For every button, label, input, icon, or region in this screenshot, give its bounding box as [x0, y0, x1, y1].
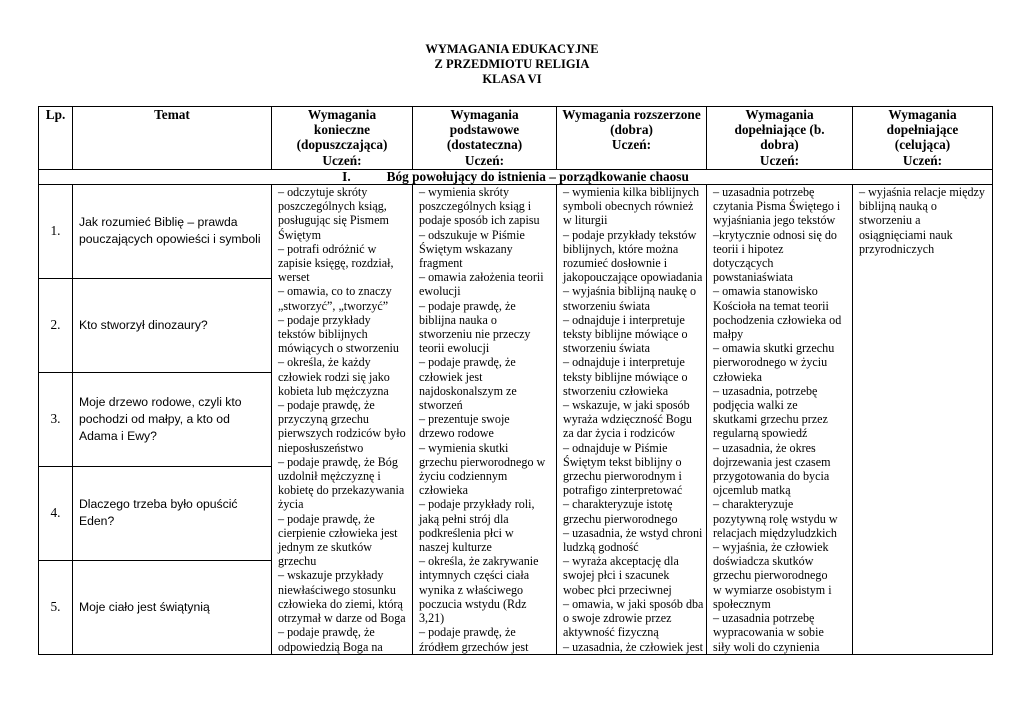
requirement-line: – wyraża akceptację dla — [563, 554, 679, 569]
requirement-line: odpowiedzią Boga na — [278, 639, 383, 654]
header-text: (dopuszczająca) — [296, 137, 388, 153]
requirement-line: potrafigo zinterpretować — [563, 483, 683, 498]
requirement-line: poszczególnych ksiąg, — [278, 199, 387, 214]
header-podstawowe — [413, 107, 557, 170]
requirement-line: pierwszych rodziców było — [278, 426, 406, 441]
requirement-line: poszczególnych ksiąg i — [419, 199, 532, 214]
requirement-line: – odczytuje skróty — [278, 185, 368, 199]
requirement-line: werset — [278, 270, 310, 285]
requirement-line: – podaje prawdę, że — [278, 511, 375, 526]
requirement-line: ojcemlub matką — [713, 483, 791, 498]
requirement-line: w liturgii — [563, 213, 608, 228]
requirement-line: – omawia, co to znaczy — [278, 284, 392, 299]
requirement-line: symboli obecnych również — [563, 199, 694, 214]
requirement-line: – odszukuje w Piśmie — [419, 227, 525, 242]
requirement-line: – omawia skutki grzechu — [713, 341, 835, 356]
cell-konieczne — [272, 185, 413, 655]
requirement-line: – podaje prawdę, że — [278, 398, 375, 413]
requirements-table — [38, 106, 993, 655]
title-line-2: Z PRZEDMIOTU RELIGIA — [434, 57, 590, 71]
requirement-line: – podaje przykłady roli, — [419, 497, 535, 512]
requirement-line: swojej płci i szacunek — [563, 568, 670, 583]
requirement-line: dojrzewania jest czasem — [713, 454, 831, 469]
header-rozszerzone — [557, 107, 707, 170]
requirement-line: naszej kulturze — [419, 540, 492, 555]
requirement-line: małpy — [713, 327, 744, 342]
header-text: Uczeń: — [322, 152, 362, 168]
requirement-line: pozytywną rolę wstydu w — [713, 511, 838, 526]
title-line-3: KLASA VI — [482, 72, 542, 86]
section-heading — [39, 170, 993, 185]
header-text: (dobra) — [610, 122, 653, 138]
cell-dopelniajace — [853, 185, 993, 655]
row-number: 5. — [39, 560, 73, 654]
requirement-line: regularną spowiedź — [713, 426, 808, 441]
header-text: Wymagania — [888, 107, 957, 122]
requirement-line: – wskazuje, w jaki sposób — [563, 398, 690, 413]
header-konieczne — [272, 107, 413, 170]
requirement-line: siły woli do czynienia — [713, 639, 820, 654]
row-topic: Kto stworzył dinozaury? — [73, 278, 272, 372]
requirement-line: – uzasadnia, że człowiek jest — [563, 639, 704, 654]
requirement-line: najdoskonalszym ze — [419, 383, 517, 398]
requirement-line: – odnajduje i interpretuje — [563, 312, 685, 327]
requirement-line: – podaje prawdę, że Bóg — [278, 454, 398, 469]
requirement-line: tekstów biblijnych — [278, 327, 368, 342]
header-text: Wymagania — [307, 107, 377, 122]
requirement-line: – omawia, w jaki sposób dba — [563, 596, 704, 611]
requirement-line: społecznym — [713, 596, 771, 611]
section-number: I. — [342, 169, 351, 184]
requirement-line: powstaniaświata — [713, 270, 793, 285]
cell-rozszerzone — [557, 185, 707, 655]
header-text: (celująca) — [894, 137, 951, 153]
requirement-line: przygotowania do bycia — [713, 469, 830, 484]
requirement-line: Świętym wskazany — [419, 241, 513, 256]
requirement-line: wyjaśniania jego tekstów — [713, 213, 836, 228]
requirement-line: – charakteryzuje — [713, 497, 794, 512]
requirement-line: życiu codziennym — [419, 469, 508, 484]
requirement-line: przyrodniczych — [859, 241, 935, 256]
requirement-line: – potrafi odróżnić w — [278, 241, 377, 256]
requirement-line: uzdolnił mężczyznę i — [278, 469, 381, 484]
requirement-line: „stworzyć”, „tworzyć” — [278, 298, 389, 313]
header-text: Uczeń: — [611, 137, 652, 153]
requirement-line: – wyjaśnia, że człowiek — [713, 540, 829, 555]
header-temat: Temat — [73, 107, 272, 170]
requirement-line: za dar życia i rodziców — [563, 426, 676, 441]
requirement-line: – podaje prawdę, że — [419, 625, 516, 640]
requirement-line: – prezentuje swoje — [419, 412, 510, 427]
requirement-line: osiągnięciami nauk — [859, 227, 953, 242]
row-topic: Jak rozumieć Biblię – prawda pouczających opowieści i symboli — [73, 185, 272, 279]
requirement-line: źródłem grzechów jest — [419, 639, 529, 654]
requirement-line: pochodzenia człowieka od — [713, 312, 842, 327]
requirement-line: człowieka do ziemi, którą — [278, 596, 403, 611]
requirement-line: kobieta lub mężczyzna — [278, 383, 389, 398]
header-text: dopełniające (b. — [734, 122, 825, 138]
requirement-line: drzewo rodowe — [419, 426, 494, 441]
requirement-line: intymnych części ciała — [419, 568, 530, 583]
requirement-line: człowieka — [713, 369, 763, 384]
requirement-line: relacjach międzyludzkich — [713, 525, 837, 540]
requirement-line: grzechu pierworodnego — [713, 568, 828, 583]
requirement-line: niewłaściwego stosunku — [278, 582, 396, 597]
requirement-line: stworzeniu człowieka — [563, 383, 669, 398]
requirement-line: – uzasadnia, potrzebę — [713, 383, 818, 398]
requirement-line: o swoje zdrowie przez — [563, 611, 672, 626]
requirement-line: cierpienie człowieka jest — [278, 525, 398, 540]
section-row — [39, 170, 993, 185]
requirement-line: – podaje przykłady — [278, 312, 371, 327]
requirement-line: zapisie księgę, rozdział, — [278, 256, 394, 271]
requirement-line: – odnajduje i interpretuje — [563, 355, 685, 370]
requirement-line: – wyjaśnia relacje między — [859, 185, 985, 199]
requirement-line: jakopouczające opowiadania — [563, 270, 703, 285]
header-text: konieczne — [313, 122, 371, 138]
header-row — [39, 107, 993, 170]
title-line-1: WYMAGANIA EDUKACYJNE — [425, 42, 599, 56]
requirement-line: biblijna nauka o — [419, 312, 497, 327]
requirement-line: biblijną nauką o — [859, 199, 937, 214]
requirement-line: teorii ewolucji — [419, 341, 490, 356]
row-topic: Moje drzewo rodowe, czyli kto pochodzi od małpy, a kto od Adama i Ewy? — [73, 372, 272, 466]
requirement-line: podjęcia walki ze — [713, 398, 798, 413]
requirement-line: 3,21) — [419, 611, 445, 626]
requirement-line: kobietę do przekazywania — [278, 483, 405, 498]
requirement-line: – podaje prawdę, że — [278, 625, 375, 640]
requirement-line: mówiących o stworzeniu — [278, 341, 399, 356]
requirement-line: – wymienia kilka biblijnych — [563, 185, 700, 199]
requirement-line: Kościoła na temat teorii — [713, 298, 829, 313]
requirement-line: – charakteryzuje istotę — [563, 497, 673, 512]
header-text: podstawowe — [449, 122, 520, 138]
requirement-line: człowiek rodzi się jako — [278, 369, 390, 384]
requirement-line: podkreślenia płci w — [419, 525, 514, 540]
requirement-line: wynika z właściwego — [419, 582, 524, 597]
requirement-line: w wymiarze osobistym i — [713, 582, 832, 597]
row-number: 1. — [39, 185, 73, 279]
requirement-line: – uzasadnia potrzebę — [713, 185, 815, 199]
requirement-line: stworzeniu a — [859, 213, 921, 228]
requirement-line: teksty biblijne mówiące o — [563, 327, 688, 342]
table-row — [39, 185, 993, 279]
requirement-line: – wyjaśnia biblijną naukę o — [563, 284, 697, 299]
requirement-line: – podaje przykłady tekstów — [563, 227, 697, 242]
requirement-line: – uzasadnia, że okres — [713, 440, 816, 455]
requirement-line: otrzymał w darze od Boga — [278, 611, 406, 626]
requirement-line: człowiek jest — [419, 369, 483, 384]
requirement-line: stworzeniu nie przeczy — [419, 327, 531, 342]
requirement-line: teksty biblijne mówiące o — [563, 369, 688, 384]
section-title: Bóg powołujący do istnienia – porządkowanie chaosu — [386, 169, 689, 184]
requirement-line: ludzką godność — [563, 540, 639, 555]
requirement-line: przyczyną grzechu — [278, 412, 369, 427]
requirement-line: wobec płci przeciwnej — [563, 582, 672, 597]
header-text: Wymagania — [745, 107, 814, 122]
requirement-line: – wymienia skróty — [419, 185, 510, 199]
requirement-line: wypracowania w sobie — [713, 625, 824, 640]
document-title — [0, 42, 1024, 87]
requirement-line: –krytycznie odnosi się do — [713, 227, 837, 242]
cell-podstawowe — [413, 185, 557, 655]
requirement-line: Świętym tekst biblijny o — [563, 454, 682, 469]
requirement-line: – podaje prawdę, że — [419, 355, 516, 370]
requirement-line: – wskazuje przykłady — [278, 568, 384, 583]
requirement-line: – określa, że każdy — [278, 355, 371, 370]
requirement-line: grzechu pierworodnym i — [563, 469, 682, 484]
header-text: (dostateczna) — [446, 137, 523, 153]
requirement-line: czytania Pisma Świętego i — [713, 199, 841, 214]
requirement-line: – uzasadnia potrzebę — [713, 611, 815, 626]
header-lp: Lp. — [39, 107, 73, 170]
requirement-line: jaką pełni strój dla — [419, 511, 509, 526]
requirement-line: stworzeniu świata — [563, 298, 650, 313]
header-text: Wymagania rozszerzone — [562, 107, 701, 122]
row-topic: Moje ciało jest świątynią — [73, 560, 272, 654]
requirement-line: nieposłuszeństwo — [278, 440, 364, 455]
requirement-line: doświadcza skutków — [713, 554, 814, 569]
header-text: dopełniające — [886, 122, 959, 138]
requirement-line: życia — [278, 497, 304, 512]
requirement-line: wyraża wdzięczność Bogu — [563, 412, 692, 427]
requirement-line: pierworodnego w życiu — [713, 355, 828, 370]
requirement-line: podaje sposób ich zapisu — [419, 213, 540, 228]
header-text: Uczeń: — [902, 152, 943, 168]
cell-dopelniajace-b — [707, 185, 853, 655]
requirement-line: – omawia założenia teorii — [419, 270, 544, 285]
requirement-line: skutkami grzechu przez — [713, 412, 828, 427]
requirement-line: – omawia stanowisko — [713, 284, 818, 299]
header-text: dobra) — [760, 137, 799, 153]
requirement-line: – podaje prawdę, że — [419, 298, 516, 313]
requirement-line: – uzasadnia, że wstyd chroni — [563, 525, 703, 540]
requirement-line: poczucia wstydu (Rdz — [419, 596, 527, 611]
requirement-line: grzechu — [278, 554, 317, 569]
header-text: Uczeń: — [759, 152, 800, 168]
header-text: Wymagania — [450, 107, 519, 122]
requirement-line: stworzeniu świata — [563, 341, 650, 356]
requirement-line: grzechu pierworodnego w — [419, 454, 546, 469]
requirement-line: – wymienia skutki — [419, 440, 509, 455]
requirement-line: grzechu pierworodnego — [563, 511, 678, 526]
header-dopelniajace — [853, 107, 993, 170]
requirement-line: fragment — [419, 256, 463, 271]
requirement-line: teorii i hipotez — [713, 241, 784, 256]
row-topic: Dlaczego trzeba było opuścić Eden? — [73, 466, 272, 560]
requirement-line: stworzeń — [419, 398, 463, 413]
requirement-line: – odnajduje w Piśmie — [563, 440, 668, 455]
row-number: 3. — [39, 372, 73, 466]
requirement-line: człowieka — [419, 483, 469, 498]
row-number: 4. — [39, 466, 73, 560]
requirement-line: rozumieć dosłownie i — [563, 256, 668, 271]
requirement-line: biblijnych, które można — [563, 241, 679, 256]
header-dopelniajace-b — [707, 107, 853, 170]
requirement-line: Świętym — [278, 227, 322, 242]
requirement-line: – określa, że zakrywanie — [419, 554, 539, 569]
requirement-line: dotyczących — [713, 256, 774, 271]
requirement-line: posługując się Pismem — [278, 213, 389, 228]
requirement-line: ewolucji — [419, 284, 461, 299]
requirement-line: aktywność fizyczną — [563, 625, 659, 640]
header-text: Uczeń: — [464, 152, 505, 168]
row-number: 2. — [39, 278, 73, 372]
requirement-line: jednym ze skutków — [278, 540, 373, 555]
